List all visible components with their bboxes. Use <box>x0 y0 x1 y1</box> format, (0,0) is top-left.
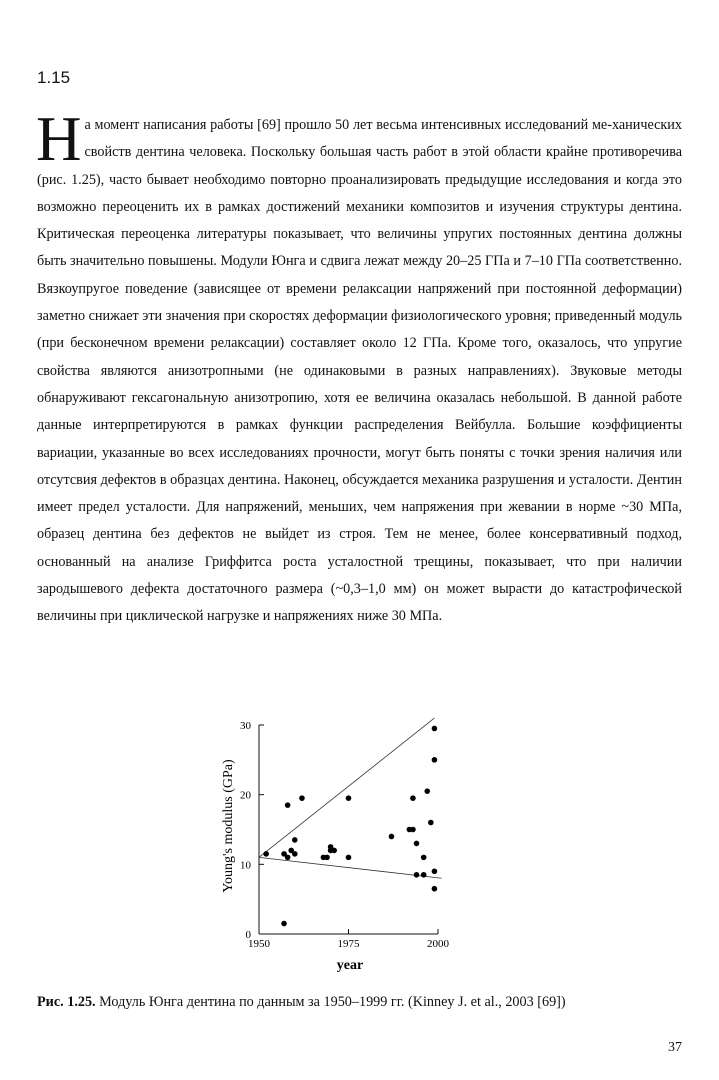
y-tick-label: 30 <box>240 720 251 732</box>
x-axis-label: year <box>336 958 364 973</box>
trend-line <box>259 718 434 857</box>
data-point <box>292 837 298 843</box>
scatter-chart <box>200 712 470 982</box>
data-point <box>324 855 330 861</box>
y-axis-label: Young's modulus (GPa) <box>221 759 236 893</box>
data-point <box>263 851 269 857</box>
caption-label: Рис. 1.25. <box>37 994 96 1010</box>
data-point <box>281 921 287 927</box>
data-point <box>292 851 298 857</box>
data-point <box>389 834 395 840</box>
data-point <box>421 872 427 878</box>
caption-text: Модуль Юнга дентина по данным за 1950–1999 гг. (Kinney J. et al., 2003 [69]) <box>95 994 566 1010</box>
data-point <box>414 872 420 878</box>
x-tick-label: 1950 <box>248 938 270 950</box>
x-tick-label: 1975 <box>337 938 360 950</box>
section-number: 1.15 <box>37 68 71 87</box>
data-point <box>432 869 438 875</box>
data-point <box>410 827 416 833</box>
data-point <box>331 848 337 854</box>
body-paragraph <box>36 104 682 631</box>
data-point <box>285 802 291 808</box>
y-tick-label: 10 <box>240 859 251 872</box>
y-tick-label: 20 <box>240 789 251 802</box>
data-point <box>428 820 434 826</box>
data-point <box>432 886 438 892</box>
data-point <box>432 757 438 763</box>
data-point <box>424 788 430 794</box>
data-point <box>299 795 305 801</box>
drop-cap: Н <box>36 104 82 174</box>
data-point <box>346 855 352 861</box>
x-tick-label: 2000 <box>427 938 449 950</box>
page-number: 37 <box>668 1040 682 1055</box>
figure <box>200 712 470 982</box>
data-point <box>410 795 416 801</box>
figure-caption <box>37 994 566 1011</box>
data-point <box>346 795 352 801</box>
data-point <box>414 841 420 847</box>
data-point <box>285 855 291 861</box>
data-point <box>421 855 427 861</box>
data-point <box>432 726 438 732</box>
paragraph-text: а момент написания работы [69] прошло 50 лет весьма интенсивных исследований ме-ханических свойств дентина человека. Поскольку большая часть работ в этой области крайне противоречива (рис. 1.25), часто бывает необходимо повторно проанализировать предыдущие исследования и когда это возможно переоценить их в рамках достижений механики композитов и изучения структуры дентина. Критическая переоценка литературы показывает, что величины упругих постоянных дентина должны быть значительно повышены. Модули Юнга и сдвига лежат между 20–25 ГПа и 7–10 ГПа соответственно. Вязкоупругое поведение (зависящее от времени релаксации напряжений при постоянной деформации) заметно снижает эти значения при скоростях деформации физиологического уровня; приведенный модуль (при бесконечном времени релаксации) составляет около 12 ГПа. Кроме того, оказалось, что упругие свойства являются анизотропными (не одинаковыми в разных направлениях). Звуковые методы обнаруживают гексагональную анизотропию, хотя ее величина оказалась небольшой. В данной работе данные интерпретируются в рамках функции распределения Вейбулла. Большие коэффициенты вариации, указанные во всех исследованиях прочности, могут быть поняты с точки зрения наличия или отсутсвия дефектов в образцах дентина. Наконец, обсуждается механика разрушения и усталости. Дентин имеет предел усталости. Для напряжений, меньших, чем напряжения при жевании в норме ~30 МПа, образец дентина без дефектов не выйдет из строя. Тем не менее, более консервативный подход, основанный на анализе Гриффитса роста усталостной трещины, показывает, что при наличии зародышевого дефекта достаточного размера (~0,3–1,0 мм) он может вырасти до катастрофической величины при циклической нагрузке и напряжениях ниже 30 МПа. <box>37 117 682 625</box>
y-tick-label: 0 <box>245 929 251 941</box>
